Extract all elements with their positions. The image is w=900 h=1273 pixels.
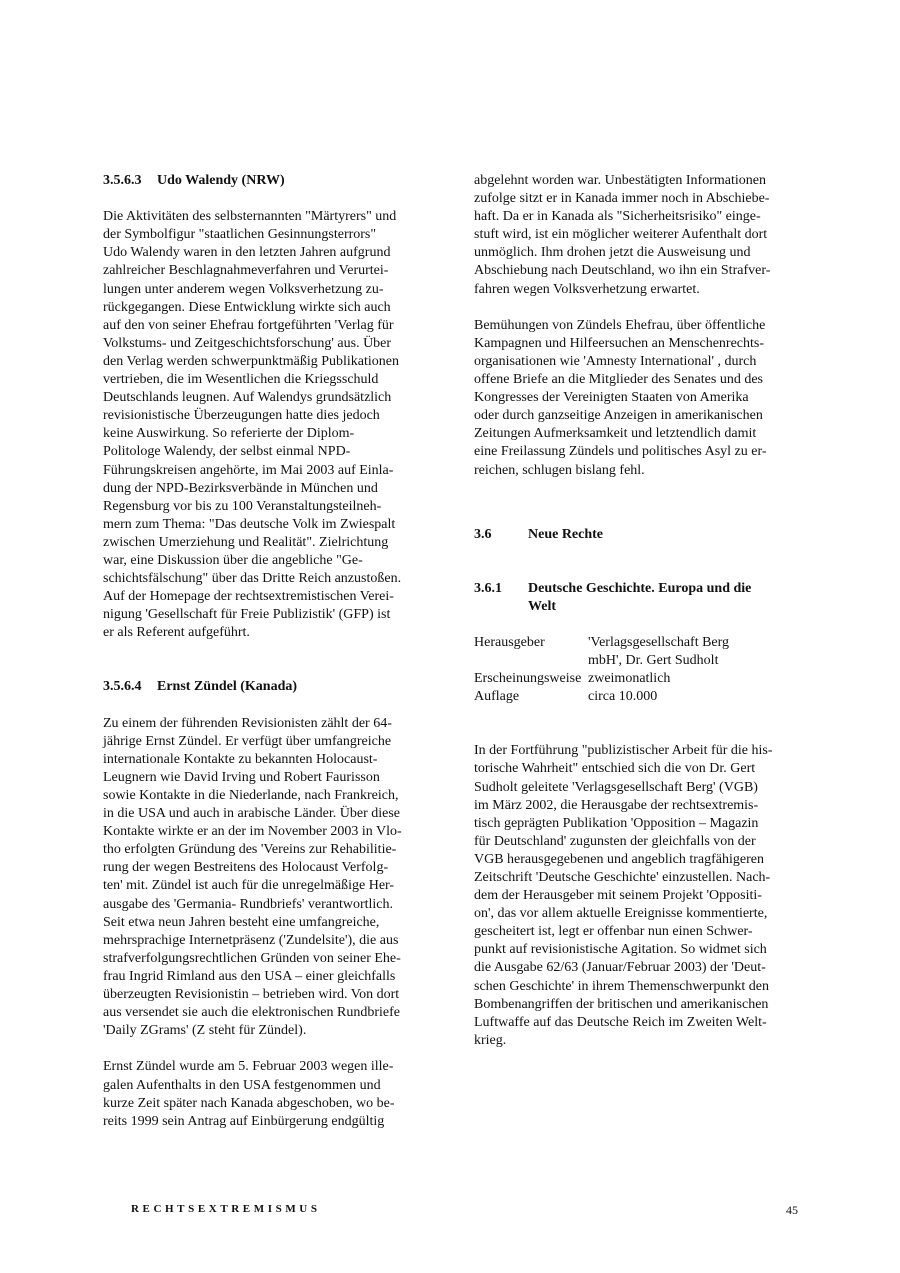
text-line: er als Referent aufgeführt. [103,625,250,641]
section-number: 3.6 [474,526,492,542]
frequency-label: Erscheinungsweise [474,671,582,687]
section-number: 3.6.1 [474,580,502,596]
publisher-value-1: 'Verlagsgesellschaft Berg [588,634,730,650]
text-line: zufolge sitzt er in Kanada immer noch in Abschiebe- [474,191,770,207]
section-title: Neue Rechte [528,526,604,542]
text-line: Die Aktivitäten des selbsternannten "Märtyrers" und [103,209,397,225]
text-line: Zu einem der führenden Revisionisten zählt der 64- [103,715,392,731]
text-line: reits 1999 sein Antrag auf Einbürgerung endgültig [103,1113,385,1129]
text-line: tisch geprägten Publikation 'Opposition – Magazin [474,815,759,831]
text-line: internationale Kontakte zu bekannten Holocaust- [103,751,378,767]
text-line: eine Freilassung Zündels und politisches Asyl zu er- [474,444,767,460]
text-line: keine Auswirkung. So referierte der Diplom- [103,426,355,442]
text-line: Auf der Homepage der rechtsextremistischen Verei- [103,589,394,605]
text-line: ausgabe des 'Germania- Rundbriefs' verantwortlich. [103,896,394,912]
circulation-value: circa 10.000 [588,689,658,705]
text-line: rückgegangen. Diese Entwicklung wirkte sich auch [103,299,391,315]
text-line: auf den von seiner Ehefrau fortgeführten 'Verlag für [103,317,394,333]
publication-meta [474,634,802,706]
text-line: galen Aufenthalts in den USA festgenommen und [103,1077,381,1093]
paragraph-deutsche-geschichte [474,742,802,1050]
text-line: Sudholt geleitete 'Verlagsgesellschaft Berg' (VGB) [474,779,758,795]
text-line: Udo Walendy waren in den letzten Jahren aufgrund [103,245,391,261]
text-line: torische Wahrheit" entschied sich die von Dr. Gert [474,761,756,777]
paragraph-walendy [103,208,428,642]
text-line: überzeugten Revisionistin – betrieben wird. Von dort [103,987,400,1003]
text-line: Politologe Walendy, der selbst einmal NPD- [103,444,351,460]
text-line: Kampagnen und Hilfeersuchen an Menschenrechts- [474,335,765,351]
circulation-label: Auflage [474,689,520,705]
text-line: in die USA und auch in arabische Länder. Über diese [103,806,401,822]
text-line: Regensburg vor bis zu 100 Veranstaltungsteilneh- [103,498,382,514]
left-column [103,172,428,1131]
text-line: sowie Kontakte in die Niederlande, nach Frankreich, [103,788,399,803]
text-line: Zeitschrift 'Deutsche Geschichte' einzustellen. Nach- [474,870,771,885]
section-title-line-1: Deutsche Geschichte. Europa und die [528,580,752,596]
text-line: oder durch ganzseitige Anzeigen in amerikanischen [474,408,763,424]
text-line: fahren wegen Volksverhetzung erwartet. [474,281,700,297]
text-line: zahlreicher Beschlagnahmeverfahren und Verurtei- [103,263,389,279]
text-line: mehrsprachige Internetpräsenz ('Zundelsite'), die aus [103,932,399,948]
section-heading-3-6-1 [474,580,802,616]
paragraph-zuendel [103,715,428,1041]
section-heading-3-5-6-3 [103,172,428,190]
paragraph-campaigns [474,317,802,480]
text-line: on', das vor allem aktuelle Ereignisse kommentierte, [474,906,768,922]
text-line: dung der NPD-Bezirksverbände in München und [103,480,378,496]
text-line: VGB herausgegebenen und angeblich tragfähigeren [474,851,764,867]
text-line: zwischen Umerziehung und Realität". Zielrichtung [103,534,389,550]
text-line: stuft wird, ist ein möglicher weiterer Aufenthalt dort [474,227,768,243]
text-line: frau Ingrid Rimland aus den USA – einer gleichfalls [103,968,396,984]
text-line: den Verlag werden schwerpunktmäßig Publikationen [103,353,400,369]
text-line: abgelehnt worden war. Unbestätigten Informationen [474,173,766,188]
section-title: Ernst Zündel (Kanada) [157,679,298,695]
text-line: gescheitert ist, legt er offenbar nun einen Schwer- [474,924,753,940]
text-line: rung der wegen Bestreitens des Holocaust Verfolg- [103,860,389,876]
text-line: für Deutschland' zugunsten der gleichfalls von der [474,833,756,849]
text-line: die Ausgabe 62/63 (Januar/Februar 2003) der 'Deut- [474,960,766,976]
text-line: Volkstums- und Zeitgeschichtsforschung' aus. Über [103,335,392,351]
text-line: lungen unter anderem wegen Volksverhetzung zu- [103,281,384,297]
text-line: Kongresses der Vereinigten Staaten von Amerika [474,390,749,406]
section-number: 3.5.6.4 [103,679,142,695]
text-line: organisationen wie 'Amnesty International' , durch [474,353,757,369]
text-line: 'Daily ZGrams' (Z steht für Zündel). [103,1023,307,1039]
text-line: der Symbolfigur "staatlichen Gesinnungsterrors" [103,227,377,243]
frequency-value: zweimonatlich [588,671,671,687]
text-line: punkt auf revisionistische Agitation. So widmet sich [474,942,767,958]
publisher-label: Herausgeber [474,634,545,650]
text-line: mern zum Thema: "Das deutsche Volk im Zwiespalt [103,516,396,532]
text-line: Seit etwa neun Jahren besteht eine umfangreiche, [103,914,380,930]
text-line: schichtsfälschung" über das Dritte Reich anzustoßen. [103,571,402,587]
text-line: Bemühungen von Zündels Ehefrau, über öffentliche [474,317,766,333]
text-line: Kontakte wirkte er an der im November 2003 in Vlo- [103,824,402,840]
text-line: Führungskreisen angehörte, im Mai 2003 auf Einla- [103,462,394,478]
text-line: ten' mit. Zündel ist auch für die unregelmäßige Her- [103,878,395,894]
text-line: In der Fortführung "publizistischer Arbeit für die his- [474,743,773,759]
text-line: reichen, schlugen bislang fehl. [474,462,645,478]
section-heading-3-5-6-4 [103,678,428,696]
text-line: haft. Da er in Kanada als "Sicherheitsrisiko" einge- [474,209,761,225]
text-line: jährige Ernst Zündel. Er verfügt über umfangreiche [103,733,392,749]
text-line: Ernst Zündel wurde am 5. Februar 2003 wegen ille- [103,1059,394,1075]
paragraph-zuendel-arrest [103,1058,428,1130]
text-line: Bombenangriffen der britischen und amerikanischen [474,996,769,1012]
text-line: Zeitungen Aufmerksamkeit und letztendlich damit [474,426,757,442]
text-line: Luftwaffe auf das Deutsche Reich im Zweiten Welt- [474,1014,767,1030]
text-line: Abschiebung nach Deutschland, wo ihn ein Strafver- [474,263,771,279]
text-line: dem der Herausgeber mit seinem Projekt 'Oppositi- [474,888,762,904]
text-line: Leugnern wie David Irving und Robert Faurisson [103,769,380,785]
text-line: tho erfolgten Gründung des 'Vereins zur Rehabilitie- [103,842,397,858]
right-column [474,172,802,1050]
text-line: revisionistische Überzeugungen hatte dies jedoch [103,408,380,424]
publisher-value-2: mbH', Dr. Gert Sudholt [588,653,719,669]
section-number: 3.5.6.3 [103,173,142,188]
text-line: im März 2002, die Herausgabe der rechtsextremis- [474,797,759,813]
page-number: 45 [786,1203,798,1217]
text-line: unmöglich. Ihm drohen jetzt die Ausweisung und [474,245,751,261]
text-line: Deutschlands leugnen. Auf Walendys grundsätzlich [103,390,392,406]
text-line: vertrieben, die im Wesentlichen die Kriegsschuld [103,372,379,388]
text-line: offene Briefe an die Mitglieder des Senates und des [474,372,763,388]
section-title: Udo Walendy (NRW) [157,173,285,188]
text-line: war, eine Diskussion über die angebliche "Ge- [103,552,363,568]
text-line: schen Geschichte' in ihrem Themenschwerpunkt den [474,978,770,994]
text-line: krieg. [474,1032,507,1048]
section-heading-3-6 [474,526,802,544]
text-line: strafverfolgungsrechtlichen Gründen von seiner Ehe- [103,950,401,966]
paragraph-deportation [474,172,802,299]
section-title-line-2: Welt [528,598,556,614]
text-line: aus versendet sie auch die elektronischen Rundbriefe [103,1005,401,1021]
running-title: RECHTSEXTREMISMUS [131,1203,321,1215]
text-line: nigung 'Gesellschaft für Freie Publizistik' (GFP) ist [103,607,391,623]
text-line: kurze Zeit später nach Kanada abgeschoben, wo be- [103,1095,395,1111]
